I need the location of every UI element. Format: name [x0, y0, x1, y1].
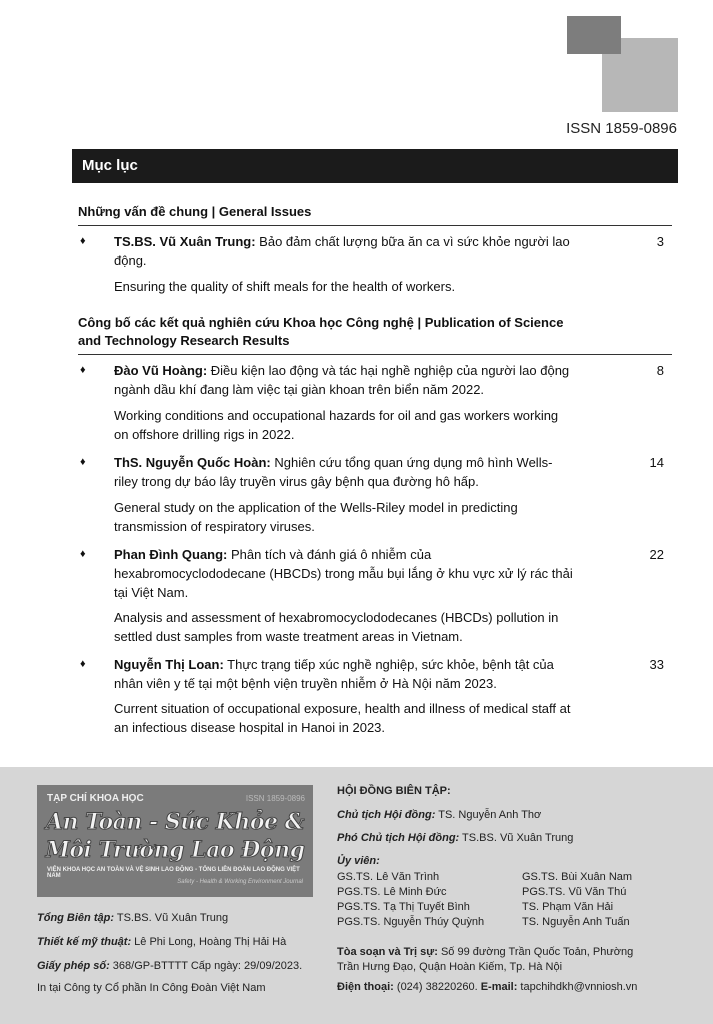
entry-vi-line: Phân tích và đánh giá ô nhiễm của [227, 547, 432, 562]
entry-page-number[interactable]: 14 [649, 455, 664, 470]
diamond-bullet-icon: ♦ [80, 364, 86, 376]
entry-vi-text [114, 361, 586, 399]
design-value: Lê Phi Long, Hoàng Thị Hải Hà [131, 936, 287, 948]
section-title-general: Những vấn đề chung | General Issues [78, 204, 312, 219]
entry-en-text [114, 608, 586, 646]
entry-en-line: settled dust samples from waste treatment areas in Vietnam. [114, 629, 463, 644]
board-member: TS. Phạm Văn Hải [522, 901, 614, 913]
office-label: Tòa soạn và Trị sự: [337, 946, 438, 958]
section-divider [78, 354, 672, 355]
entry-vi-line: Thực trạng tiếp xúc nghề nghiệp, sức khỏe, bệnh tật của [223, 657, 554, 672]
printer: In tại Công ty Cổ phần In Công Đoàn Việt Nam [37, 982, 266, 994]
email-label: E-mail: [477, 981, 518, 993]
entry-en-line: on offshore drilling rigs in 2022. [114, 427, 295, 442]
board-member: TS. Nguyễn Anh Tuấn [522, 916, 630, 928]
diamond-bullet-icon: ♦ [80, 658, 86, 670]
members-label: Ủy viên: [337, 855, 380, 867]
board-member: GS.TS. Bùi Xuân Nam [522, 871, 633, 883]
entry-page-number[interactable]: 8 [656, 363, 664, 378]
email-link[interactable]: tapchihdkh@vnniosh.vn [517, 981, 638, 993]
entry-vi-line: riley trong dự báo lây truyền virus gây bệnh qua đường hô hấp. [114, 474, 479, 489]
license [37, 960, 302, 972]
phone-value: (024) 38220260. [393, 981, 478, 993]
entry-en-line: transmission of respiratory viruses. [114, 519, 315, 534]
entry-vi-line: tại Việt Nam. [114, 585, 189, 600]
section-title-line: and Technology Research Results [78, 333, 290, 348]
vice-label: Phó Chủ tịch Hội đồng: [337, 832, 460, 844]
entry-en-text [114, 406, 586, 444]
editor-in-chief [37, 912, 228, 924]
entry-page-number[interactable]: 22 [649, 547, 664, 562]
toc-entry[interactable] [80, 545, 670, 649]
entry-en-line: Analysis and assessment of hexabromocyclododecanes (HBCDs) pollution in [114, 610, 559, 625]
logo-subtitle: VIỆN KHOA HỌC AN TOÀN VÀ VỆ SINH LAO ĐỘNG - TỔNG LIÊN ĐOÀN LAO ĐỘNG VIỆT NAM [47, 867, 300, 879]
office-address [337, 945, 633, 975]
entry-author: ThS. Nguyễn Quốc Hoàn: [114, 455, 271, 470]
vice-value: TS.BS. Vũ Xuân Trung [459, 832, 574, 844]
board-member: PGS.TS. Nguyễn Thúy Quỳnh [337, 916, 485, 928]
entry-vi-line: Nghiên cứu tổng quan ứng dụng mô hình Wells- [270, 455, 553, 470]
entry-en-text [114, 277, 586, 296]
diamond-bullet-icon: ♦ [80, 235, 86, 247]
entry-vi-line: nhân viên y tế tại một bệnh viện truyền nhiễm ở Hà Nội năm 2023. [114, 676, 497, 691]
entry-author: Nguyễn Thị Loan: [114, 657, 224, 672]
board-member: PGS.TS. Tạ Thị Tuyết Bình [337, 901, 470, 913]
entry-page-number[interactable]: 33 [649, 657, 664, 672]
logo-title-line: Môi Trường Lao Động [45, 837, 305, 863]
section-title-line: Công bố các kết quả nghiên cứu Khoa học Công nghệ | Publication of Science [78, 315, 564, 330]
board-vice-chair [337, 832, 573, 844]
toc-entry[interactable] [80, 361, 670, 445]
entry-en-line: Current situation of occupational exposure, health and illness of medical staff at [114, 701, 571, 716]
entry-vi-line: ngành dầu khí đang làm việc tại giàn khoan trên biển năm 2022. [114, 382, 485, 397]
journal-logo [37, 785, 313, 897]
issn-label: ISSN 1859-0896 [566, 120, 677, 137]
entry-author: Đào Vũ Hoàng: [114, 363, 208, 378]
board-chair [337, 809, 541, 821]
section-divider [78, 225, 672, 226]
board-member: PGS.TS. Vũ Văn Thú [522, 886, 627, 898]
toc-header-bar [72, 149, 678, 183]
logo-issn-text: ISSN 1859-0896 [245, 794, 305, 803]
toc-entry[interactable] [80, 453, 670, 537]
board-member: PGS.TS. Lê Minh Đức [337, 886, 447, 898]
diamond-bullet-icon: ♦ [80, 548, 86, 560]
office-value: Số 99 đường Trần Quốc Toản, Phường [437, 946, 634, 958]
board-member: GS.TS. Lê Văn Trình [337, 871, 440, 883]
office-value: Trần Hưng Đạo, Quận Hoàn Kiếm, Tp. Hà Nội [337, 961, 563, 973]
license-label: Giấy phép số: [37, 960, 110, 972]
editor-label: Tổng Biên tập: [37, 912, 114, 924]
contact-info [337, 981, 637, 993]
entry-vi-text [114, 655, 586, 693]
entry-en-text [114, 699, 586, 737]
logo-title-line: An Toàn - Sức Khỏe & [45, 809, 305, 835]
section-title-research [78, 314, 563, 350]
logo-subtitle-en: Safety - Health & Working Environment Journal [177, 879, 303, 885]
entry-vi-text [114, 453, 586, 491]
decorative-square-dark [567, 16, 621, 54]
phone-label: Điện thoại: [337, 981, 394, 993]
diamond-bullet-icon: ♦ [80, 456, 86, 468]
entry-en-line: General study on the application of the Wells-Riley model in predicting [114, 500, 518, 515]
entry-en-line: Working conditions and occupational hazards for oil and gas workers working [114, 408, 559, 423]
editor-value: TS.BS. Vũ Xuân Trung [114, 912, 229, 924]
toc-entry[interactable] [80, 655, 670, 739]
board-title: HỘI ĐỒNG BIÊN TẬP: [337, 785, 451, 797]
entry-vi-line: hexabromocyclododecane (HBCDs) trong mẫu bụi lắng ở khu vực xử lý rác thải [114, 566, 573, 581]
license-value: 368/GP-BTTTT Cấp ngày: 29/09/2023. [109, 960, 303, 972]
entry-vi-line: Điều kiện lao động và tác hại nghề nghiệp của người lao động [207, 363, 570, 378]
chair-value: TS. Nguyễn Anh Thơ [435, 809, 542, 821]
design-label: Thiết kế mỹ thuật: [37, 936, 132, 948]
toc-entry[interactable] [80, 232, 670, 302]
entry-vi-text [114, 545, 586, 602]
chair-label: Chủ tịch Hội đồng: [337, 809, 436, 821]
logo-top-text: TẠP CHÍ KHOA HỌC [47, 793, 144, 804]
art-design [37, 936, 286, 948]
entry-en-line: an infectious disease hospital in Hanoi in 2023. [114, 720, 386, 735]
entry-author: Phan Đình Quang: [114, 547, 228, 562]
entry-page-number[interactable]: 3 [656, 234, 664, 249]
entry-vi-line: Bảo đảm chất lượng bữa ăn ca vì sức khỏe người lao [255, 234, 570, 249]
entry-author: TS.BS. Vũ Xuân Trung: [114, 234, 256, 249]
entry-vi-line: động. [114, 253, 147, 268]
entry-en-text [114, 498, 586, 536]
entry-en-line: Ensuring the quality of shift meals for the health of workers. [114, 279, 456, 294]
toc-title: Mục lục [82, 157, 138, 174]
entry-vi-text [114, 232, 586, 270]
